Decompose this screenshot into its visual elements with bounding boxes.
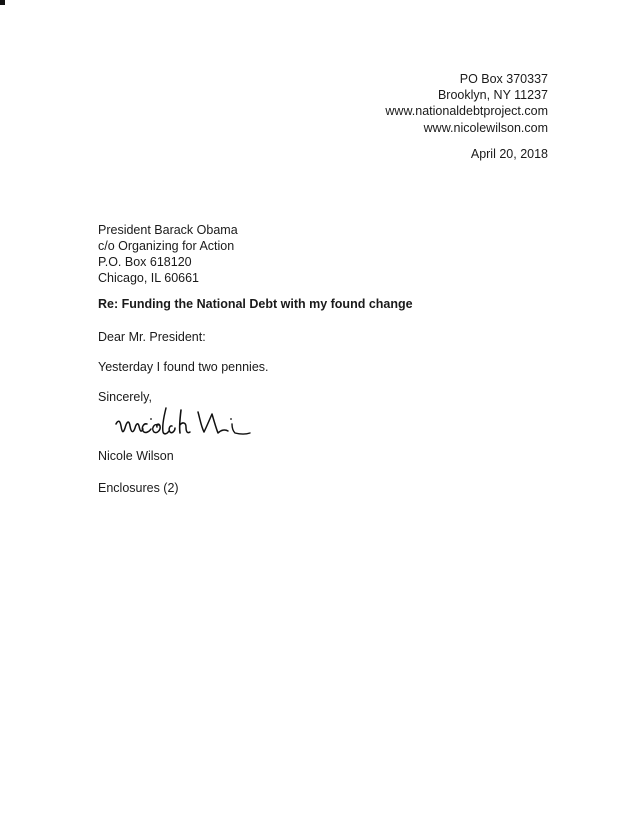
sender-address-block xyxy=(385,71,548,136)
handwritten-signature xyxy=(114,404,254,444)
recipient-address-block xyxy=(98,222,238,286)
closing: Sincerely, xyxy=(98,390,152,404)
recipient-city: Chicago, IL 60661 xyxy=(98,271,200,285)
sender-city: Brooklyn, NY 11237 xyxy=(437,88,548,103)
signer-name: Nicole Wilson xyxy=(98,449,174,463)
recipient-care-of: c/o Organizing for Action xyxy=(98,239,235,253)
sender-website-2: www.nicolewilson.com xyxy=(423,120,548,135)
letter-body: Yesterday I found two pennies. xyxy=(98,360,269,374)
salutation: Dear Mr. President: xyxy=(98,330,206,344)
recipient-po-box: P.O. Box 618120 xyxy=(98,255,192,269)
scan-corner-mark xyxy=(0,0,5,5)
recipient-name: President Barack Obama xyxy=(98,223,238,237)
sender-website-1: www.nationaldebtproject.com xyxy=(385,104,548,119)
sender-po-box: PO Box 370337 xyxy=(459,72,548,86)
enclosures-note: Enclosures (2) xyxy=(98,481,179,495)
subject-line: Re: Funding the National Debt with my found change xyxy=(98,297,413,311)
letter-date: April 20, 2018 xyxy=(470,147,548,161)
